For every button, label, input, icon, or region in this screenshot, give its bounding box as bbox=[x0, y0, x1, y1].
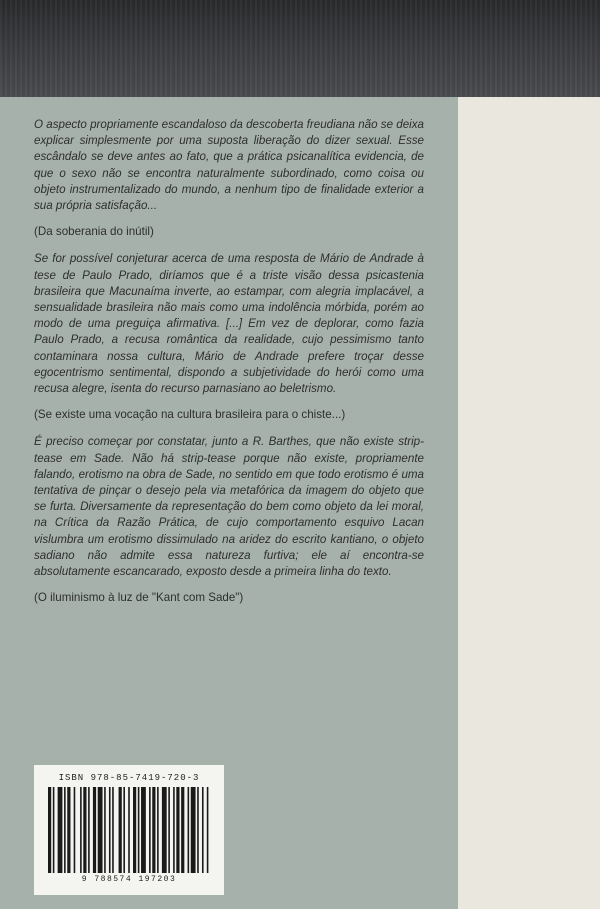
excerpt-2-part-a: Se for possível conjeturar acerca de uma resposta de Mário de Andrade à tese de Paulo Prado, diríamos que é a triste visão dessa psicastenia brasileira que Macunaíma inverte, ao estampar, com alegria implacável, a sensualidade brasileira não mais como uma indolência mórbida, porém ao modo de uma preguiça afirmativa. bbox=[34, 252, 424, 331]
excerpt-2 bbox=[34, 251, 424, 397]
barcode-bar-26 bbox=[176, 787, 179, 873]
barcode-bar-24 bbox=[168, 787, 170, 873]
barcode-bar-28 bbox=[188, 787, 190, 873]
source-1: (Da soberania do inútil) bbox=[34, 225, 154, 239]
barcode-bar-23 bbox=[162, 787, 167, 873]
barcode-bar-21 bbox=[152, 787, 155, 873]
barcode-bar-20 bbox=[149, 787, 151, 873]
excerpt-2-part-b: Em vez de deplorar, como fazia Paulo Prado, a recusa romântica da realidade, cujo pessimismo tanto contaminara nossa cultura, Mário de Andrade prefere troçar desse egocentrismo sentimental, dispondo a subjetividade do herói como uma recusa alegre, isenta do recurso parnasiano ao beletrismo. bbox=[34, 317, 424, 396]
barcode-bar-17 bbox=[133, 787, 136, 873]
barcode-bar-31 bbox=[202, 787, 204, 873]
barcode-bar-30 bbox=[197, 787, 199, 873]
barcode-bar-6 bbox=[80, 787, 82, 873]
top-photo-band bbox=[0, 0, 600, 97]
barcode-digits: 9 788574 197203 bbox=[81, 875, 177, 884]
barcode-bar-16 bbox=[128, 787, 130, 873]
barcode-bar-18 bbox=[138, 787, 140, 873]
barcode-bar-1 bbox=[53, 787, 55, 873]
barcode-bar-19 bbox=[141, 787, 146, 873]
barcode-bar-32 bbox=[207, 787, 209, 873]
barcode-bar-14 bbox=[119, 787, 122, 873]
excerpt-3: É preciso começar por constatar, junto a R. Barthes, que não existe strip-tease em Sade. Não há strip-tease porque não existe, propriamente falando, erotismo na obra de Sade, no sentido em que todo erotismo é uma tentativa de pinçar o desejo pela via metafórica da imagem do objeto que se furta. Diversamente da representação do bem como objeto da lei moral, na Crítica da Razão Prática, de cujo comportamento esquivo Lacan vislumbra um erotismo dissimulado na aridez do escrito kantiano, o objeto sadiano não admite essa natureza furtiva; ele aí encontra-se absolutamente escancarado, exposto desde a primeira linha do texto. bbox=[34, 435, 424, 579]
barcode-bar-11 bbox=[104, 787, 106, 873]
barcode-bar-29 bbox=[191, 787, 196, 873]
excerpt-column bbox=[34, 117, 424, 617]
barcode-bar-8 bbox=[88, 787, 90, 873]
barcode-bar-25 bbox=[173, 787, 175, 873]
source-3: (O iluminismo à luz de "Kant com Sade") bbox=[34, 591, 244, 605]
barcode-bar-5 bbox=[74, 787, 76, 873]
source-2: (Se existe uma vocação na cultura brasileira para o chiste...) bbox=[34, 408, 346, 422]
barcode-bar-10 bbox=[98, 787, 103, 873]
barcode-bar-22 bbox=[157, 787, 159, 873]
barcode-box bbox=[34, 765, 224, 895]
barcode-bar-4 bbox=[67, 787, 70, 873]
barcode-icon bbox=[48, 787, 210, 873]
barcode-bar-12 bbox=[109, 787, 111, 873]
barcode-bar-3 bbox=[64, 787, 66, 873]
barcode-bar-15 bbox=[123, 787, 125, 873]
isbn-label: ISBN 978-85-7419-720-3 bbox=[58, 773, 200, 783]
barcode-bar-2 bbox=[58, 787, 63, 873]
barcode-bar-7 bbox=[83, 787, 86, 873]
excerpt-1: O aspecto propriamente escandaloso da descoberta freudiana não se deixa explicar simplesmente por uma suposta liberação do dizer sexual. Esse escândalo se deve antes ao fato, que a prática psicanalítica evidencia, de que o sexo não se encontra naturalmente subordinado, como coisa ou objeto instrumentalizado do mundo, a nenhum tipo de finalidade exterior a sua própria satisfação... bbox=[34, 118, 424, 213]
barcode-bar-13 bbox=[112, 787, 114, 873]
excerpt-2-ellipsis: [...] bbox=[226, 317, 243, 331]
barcode-bar-9 bbox=[93, 787, 96, 873]
barcode-bar-0 bbox=[48, 787, 51, 873]
barcode-bar-27 bbox=[181, 787, 184, 873]
spine-margin bbox=[458, 97, 600, 909]
